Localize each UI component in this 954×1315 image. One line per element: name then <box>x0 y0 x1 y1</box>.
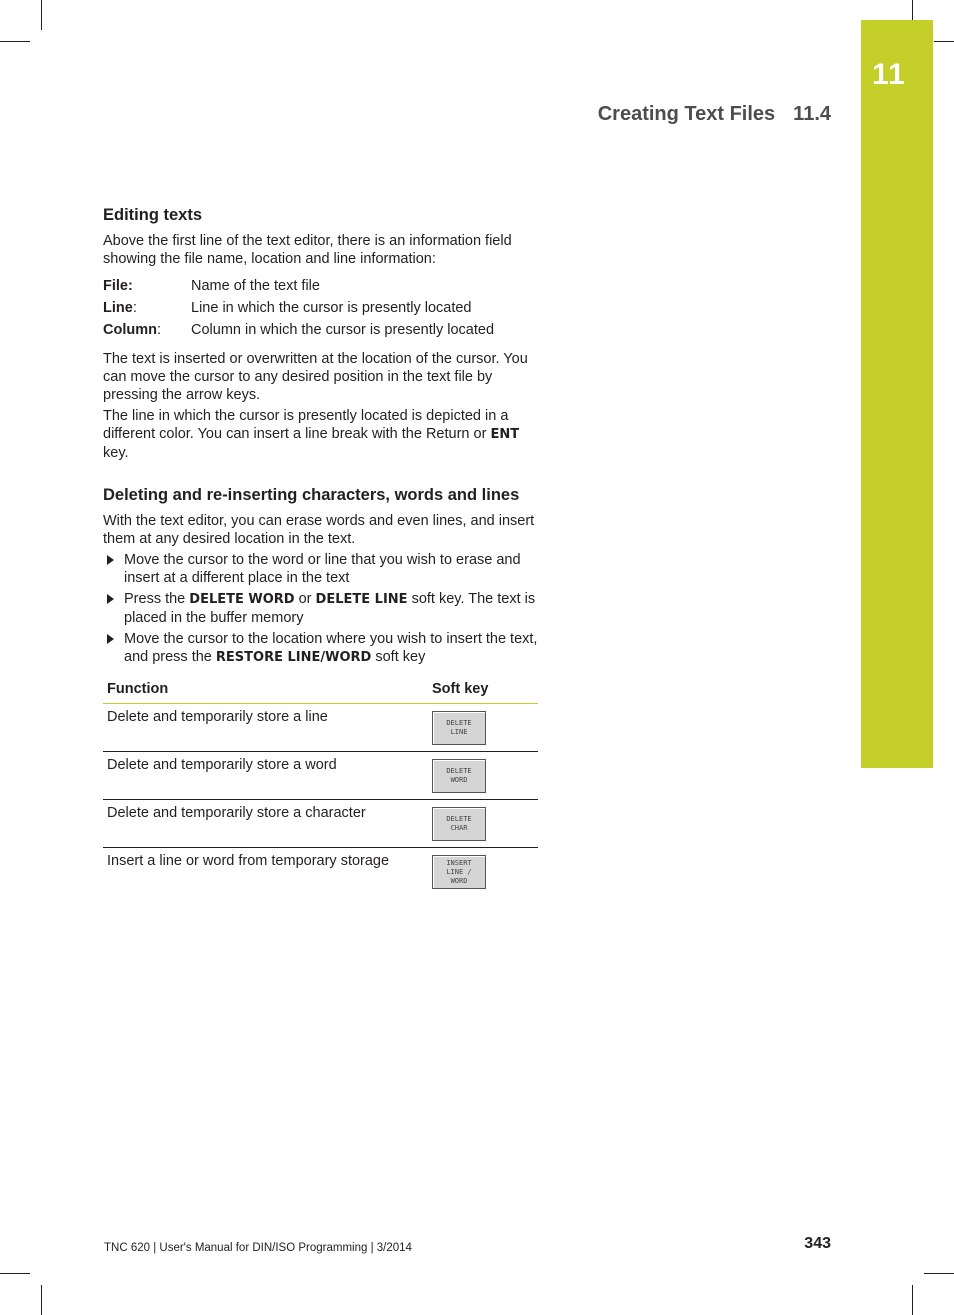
running-head-title: Creating Text Files <box>597 103 776 125</box>
crop-mark <box>41 0 42 30</box>
chapter-tab <box>861 20 933 768</box>
delete-line-softkey[interactable]: DELETE LINE <box>432 711 486 745</box>
step-item: Move the cursor to the word or line that you wish to erase and insert at a different place in the text <box>103 551 543 587</box>
table-row <box>103 848 538 896</box>
definition-term: Column <box>103 322 157 338</box>
editing-heading: Editing texts <box>103 206 203 224</box>
delete-line-key: DELETE LINE <box>315 592 408 607</box>
chapter-number: 11 <box>872 58 906 91</box>
footer-text: TNC 620 | User's Manual for DIN/ISO Programming | 3/2014 <box>104 1242 412 1254</box>
softkey-table <box>103 675 538 895</box>
table-row <box>103 800 538 848</box>
definition-row: Column: Column in which the cursor is presently located <box>103 322 495 338</box>
editing-intro: Above the first line of the text editor, there is an information field showing the file name, location and line information: <box>103 233 512 267</box>
arrow-icon <box>107 594 114 604</box>
definition-row: Line: Line in which the cursor is presently located <box>103 300 472 316</box>
crop-mark <box>934 41 954 42</box>
deleting-heading: Deleting and re-inserting characters, words and lines <box>103 486 520 504</box>
running-head-section: 11.4 <box>793 103 831 125</box>
editing-para2: The line in which the cursor is presently located is depicted in a different color. You can insert a line break with the Return or ENT key. <box>103 408 520 461</box>
crop-mark <box>924 1273 954 1274</box>
crop-mark <box>0 41 30 42</box>
definition-desc: Name of the text file <box>191 278 320 294</box>
definition-list <box>103 275 543 341</box>
definition-desc: Column in which the cursor is presently located <box>191 322 495 338</box>
deleting-intro: With the text editor, you can erase words and even lines, and insert them at any desired location in the text. <box>103 513 535 547</box>
restore-key: RESTORE LINE/WORD <box>215 650 372 665</box>
definition-row <box>103 275 543 297</box>
function-cell: Delete and temporarily store a character <box>103 800 428 848</box>
table-header-row <box>103 675 538 704</box>
delete-word-softkey[interactable]: DELETE WORD <box>432 759 486 793</box>
insert-line-word-softkey[interactable]: INSERT LINE / WORD <box>432 855 486 889</box>
table-row <box>103 752 538 800</box>
header-softkey: Soft key <box>428 675 538 704</box>
delete-char-softkey[interactable]: DELETE CHAR <box>432 807 486 841</box>
header-function: Function <box>103 675 428 704</box>
page-number: 343 <box>804 1235 831 1252</box>
ent-key: ENT <box>490 427 520 442</box>
running-head <box>598 103 831 126</box>
function-cell: Delete and temporarily store a line <box>103 704 428 752</box>
definition-term: Line <box>103 300 133 316</box>
function-cell: Insert a line or word from temporary storage <box>107 853 390 869</box>
crop-mark <box>41 1285 42 1315</box>
main-content <box>103 204 543 895</box>
arrow-icon <box>107 634 114 644</box>
definition-term: File: <box>103 278 133 294</box>
function-cell: Delete and temporarily store a word <box>103 752 428 800</box>
crop-mark <box>912 1285 913 1315</box>
step-item: Press the DELETE WORD or DELETE LINE soft key. The text is placed in the buffer memory <box>103 590 543 627</box>
crop-mark <box>0 1273 30 1274</box>
delete-word-key: DELETE WORD <box>189 592 295 607</box>
crop-mark <box>912 0 913 20</box>
table-row <box>103 704 538 752</box>
editing-para1: The text is inserted or overwritten at the location of the cursor. You can move the cursor to any desired position in the text file by pressing the arrow keys. <box>103 351 528 403</box>
step-item: Move the cursor to the location where you wish to insert the text, and press the RESTORE LINE/WORD soft key <box>103 630 543 667</box>
definition-desc: Line in which the cursor is presently located <box>191 300 472 316</box>
arrow-icon <box>107 555 114 565</box>
